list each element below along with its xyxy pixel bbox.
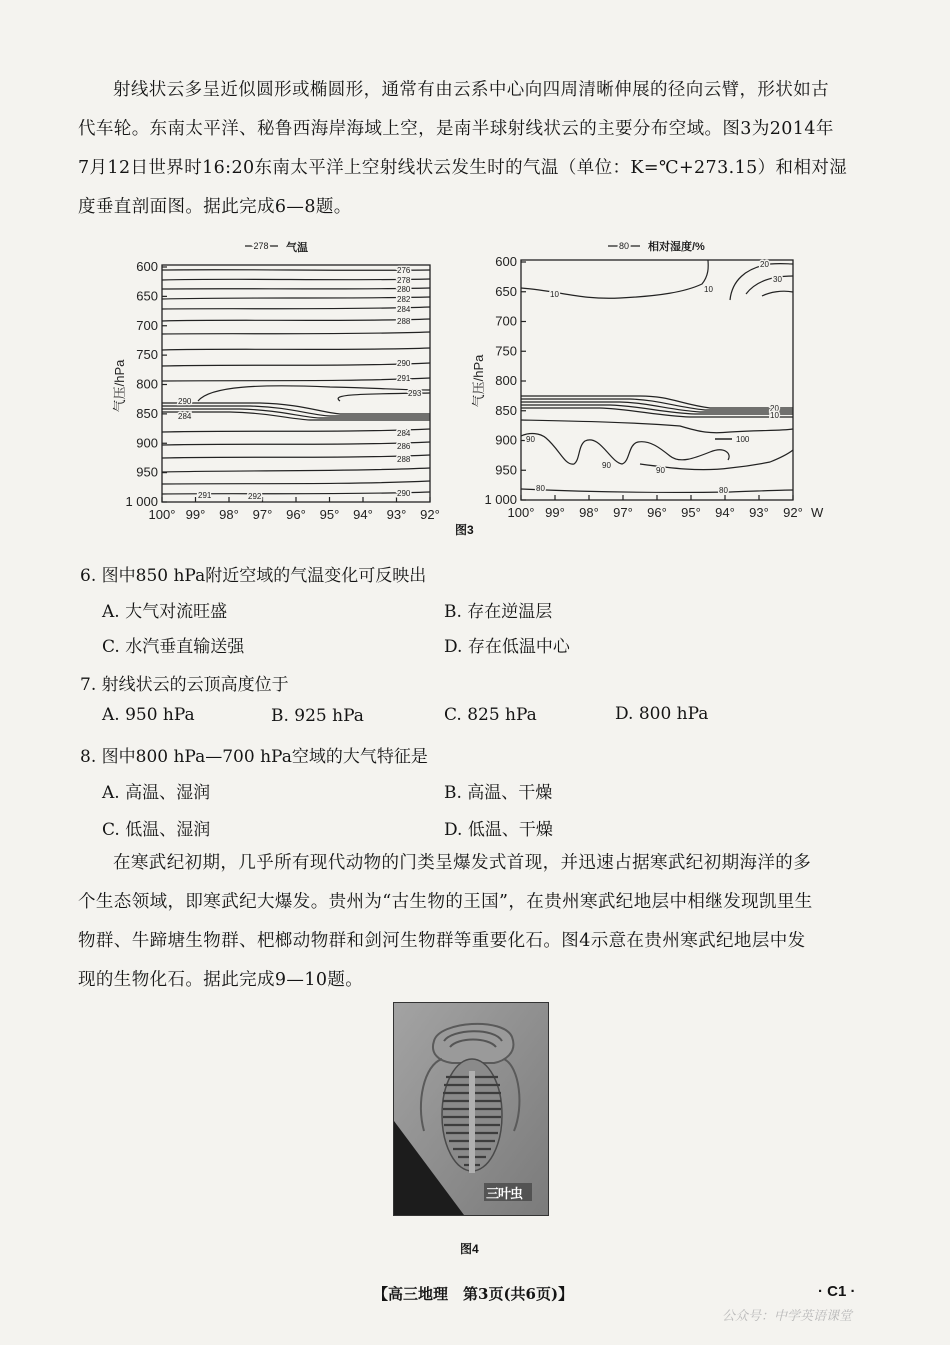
isotherm-labels — [178, 266, 422, 501]
contour-value-label: 90 — [526, 435, 535, 444]
contour-value-label: 286 — [397, 442, 411, 451]
isotherm-line — [162, 348, 430, 350]
question-7-option-b: B. 925 hPa — [271, 706, 364, 726]
x-tick-label: 100° — [507, 505, 535, 520]
y-tick-label: 950 — [136, 464, 158, 480]
x-tick-label: 99° — [185, 507, 206, 522]
contour-value-label: 280 — [397, 285, 411, 294]
trilobite-fossil-image — [393, 1002, 549, 1216]
figure-3-caption: 图3 — [455, 523, 474, 537]
isotherm-line — [162, 270, 430, 271]
chart-title: 相对湿度/% — [648, 241, 705, 253]
question-8-option-d: D. 低温、干燥 — [444, 820, 553, 840]
y-axis-label: 气压/hPa — [112, 359, 127, 413]
plot-frame — [162, 265, 430, 502]
passage-line: 在寒武纪初期，几乎所有现代动物的门类呈爆发式首现，并迅速占据寒武纪初期海洋的多 — [113, 853, 812, 873]
exam-code: · C1 · — [818, 1283, 856, 1300]
contour-value-label: 10 — [550, 290, 559, 299]
x-tick-label: 92° — [783, 505, 803, 520]
contour-value-label: 290 — [397, 359, 411, 368]
isotherms — [162, 270, 430, 494]
contour-value-label: 80 — [719, 486, 728, 495]
passage-line: 个生态领域，即寒武纪大爆发。贵州为“古生物的王国”，在贵州寒武纪地层中相继发现凯里生 — [78, 892, 813, 912]
question-6-stem: 6. 图中850 hPa附近空域的气温变化可反映出 — [80, 566, 427, 586]
question-8-stem: 8. 图中800 hPa—700 hPa空域的大气特征是 — [80, 747, 428, 767]
contour-value-label: 20 — [760, 260, 769, 269]
isotherm-line — [162, 288, 430, 289]
y-tick-label: 750 — [136, 347, 158, 363]
contour-value-label: 276 — [397, 266, 411, 275]
x-tick-label: 100° — [148, 507, 176, 522]
x-tick-label: 98° — [579, 505, 599, 520]
x-tick-label: 94° — [353, 507, 373, 522]
isotherm-line — [162, 481, 430, 484]
x-tick-label: 93° — [749, 505, 769, 520]
chart-title: 气温 — [286, 242, 308, 254]
x-ticks — [149, 497, 440, 522]
figure-4-caption: 图4 — [460, 1242, 479, 1256]
contour-value-label: 90 — [602, 461, 611, 470]
x-ticks — [508, 495, 803, 520]
y-tick-label: 850 — [495, 402, 517, 418]
passage-2 — [78, 844, 868, 1000]
y-tick-label: 900 — [136, 435, 158, 451]
x-tick-label: 97° — [613, 505, 633, 520]
y-tick-label: 700 — [136, 317, 158, 333]
plot-frame — [521, 260, 793, 500]
contour-value-label: 291 — [397, 374, 411, 383]
contour-value-label: 100 — [736, 435, 750, 444]
watermark: 公众号：中学英语课堂 — [722, 1309, 853, 1324]
contour-value-label: 284 — [178, 412, 192, 421]
legend-value: 278 — [253, 241, 269, 251]
temperature-chart — [100, 236, 440, 526]
contour-value-label: 290 — [397, 489, 411, 498]
contour-line — [521, 434, 729, 465]
question-8-option-c: C. 低温、湿润 — [102, 820, 211, 840]
y-tick-label: 800 — [136, 376, 158, 392]
contour-value-label: 293 — [408, 389, 422, 398]
question-8-option-a: A. 高温、湿润 — [102, 783, 211, 803]
isotherm-line — [162, 468, 430, 472]
y-tick-label: 650 — [495, 283, 517, 299]
isotherm-line — [162, 442, 430, 445]
contour-value-label: 80 — [536, 484, 545, 493]
humidity-chart — [470, 236, 830, 526]
x-tick-label: 96° — [286, 507, 306, 522]
contour-line — [521, 420, 793, 433]
contour-value-label: 284 — [397, 429, 411, 438]
question-7-option-c: C. 825 hPa — [444, 705, 537, 725]
contour-value-label: 10 — [704, 285, 713, 294]
passage-line: 度垂直剖面图。据此完成6—8题。 — [78, 197, 352, 217]
y-tick-label: 650 — [136, 288, 158, 304]
passage-line: 射线状云多呈近似圆形或椭圆形，通常有由云系中心向四周清晰伸展的径向云臂，形状如古 — [113, 80, 829, 100]
contour-value-label: 10 — [770, 411, 779, 420]
page-footer: 【高三地理 第3页(共6页)】 — [373, 1285, 574, 1303]
y-tick-label: 750 — [495, 343, 517, 359]
y-tick-label: 1 000 — [484, 492, 517, 507]
x-tick-label: 96° — [647, 505, 667, 520]
contour-value-label: 90 — [656, 466, 665, 475]
contour-line — [521, 489, 793, 492]
y-ticks — [125, 259, 167, 509]
contour-value-label: 278 — [397, 276, 411, 285]
isotherm-line — [162, 455, 430, 458]
question-7-option-d: D. 800 hPa — [615, 704, 709, 724]
question-6-option-c: C. 水汽垂直输送强 — [102, 637, 245, 657]
y-tick-label: 800 — [495, 373, 517, 388]
y-ticks — [484, 254, 526, 507]
fossil-label: 三叶虫 — [486, 1187, 523, 1202]
question-7-option-a: A. 950 hPa — [102, 705, 195, 725]
contour-value-label: 30 — [773, 275, 782, 284]
y-tick-label: 900 — [495, 432, 517, 448]
x-tick-label: 95° — [319, 507, 340, 522]
contour-value-label: 284 — [397, 305, 411, 314]
passage-line: 代车轮。东南太平洋、秘鲁西海岸海域上空，是南半球射线状云的主要分布空域。图3为2014年 — [78, 119, 834, 139]
question-6-option-a: A. 大气对流旺盛 — [102, 602, 228, 622]
x-tick-label: 98° — [219, 507, 239, 522]
isotherm-line — [162, 297, 430, 299]
contour-value-label: 288 — [397, 317, 411, 326]
x-axis-unit: W — [811, 505, 824, 520]
x-tick-label: 94° — [715, 505, 735, 520]
contour-value-label: 282 — [397, 295, 411, 304]
contour-value-label: 20 — [770, 404, 779, 413]
x-tick-label: 93° — [386, 507, 407, 522]
isotherm-line — [162, 307, 430, 309]
contour-value-label: 290 — [178, 397, 192, 406]
y-tick-label: 950 — [495, 462, 517, 478]
y-tick-label: 600 — [495, 254, 517, 269]
y-tick-label: 600 — [136, 259, 158, 274]
isotherm-line — [162, 279, 430, 280]
passage-line: 物群、牛蹄塘生物群、杷榔动物群和剑河生物群等重要化石。图4示意在贵州寒武纪地层中发 — [78, 931, 806, 951]
isotherm-line — [162, 319, 430, 321]
passage-line: 现的生物化石。据此完成9—10题。 — [78, 970, 364, 990]
x-tick-label: 97° — [252, 507, 273, 522]
x-tick-label: 92° — [420, 507, 440, 522]
isotherm-line — [162, 332, 430, 334]
y-tick-label: 1 000 — [125, 494, 158, 509]
x-tick-label: 99° — [545, 505, 565, 520]
contour-line — [762, 291, 793, 296]
contour-value-label: 292 — [248, 492, 262, 501]
x-tick-label: 95° — [681, 505, 701, 520]
y-axis-label: 气压/hPa — [471, 354, 486, 408]
question-6-option-d: D. 存在低温中心 — [444, 637, 570, 657]
passage-1 — [78, 71, 868, 227]
humidity-contours — [521, 260, 793, 492]
y-tick-label: 850 — [136, 405, 158, 421]
question-6-option-b: B. 存在逆温层 — [444, 602, 553, 622]
y-tick-label: 700 — [495, 313, 517, 329]
passage-line: 7月12日世界时16:20东南太平洋上空射线状云发生时的气温（单位：K=℃+273.15）和相对湿 — [78, 158, 848, 178]
contour-value-label: 291 — [198, 491, 212, 500]
isotherm-line — [162, 363, 430, 366]
isotherm-line — [162, 429, 430, 432]
question-8-option-b: B. 高温、干燥 — [444, 783, 553, 803]
question-7-stem: 7. 射线状云的云顶高度位于 — [80, 675, 289, 695]
isotherm-line — [162, 378, 430, 381]
legend-value: 80 — [618, 241, 630, 251]
contour-value-label: 288 — [397, 455, 411, 464]
